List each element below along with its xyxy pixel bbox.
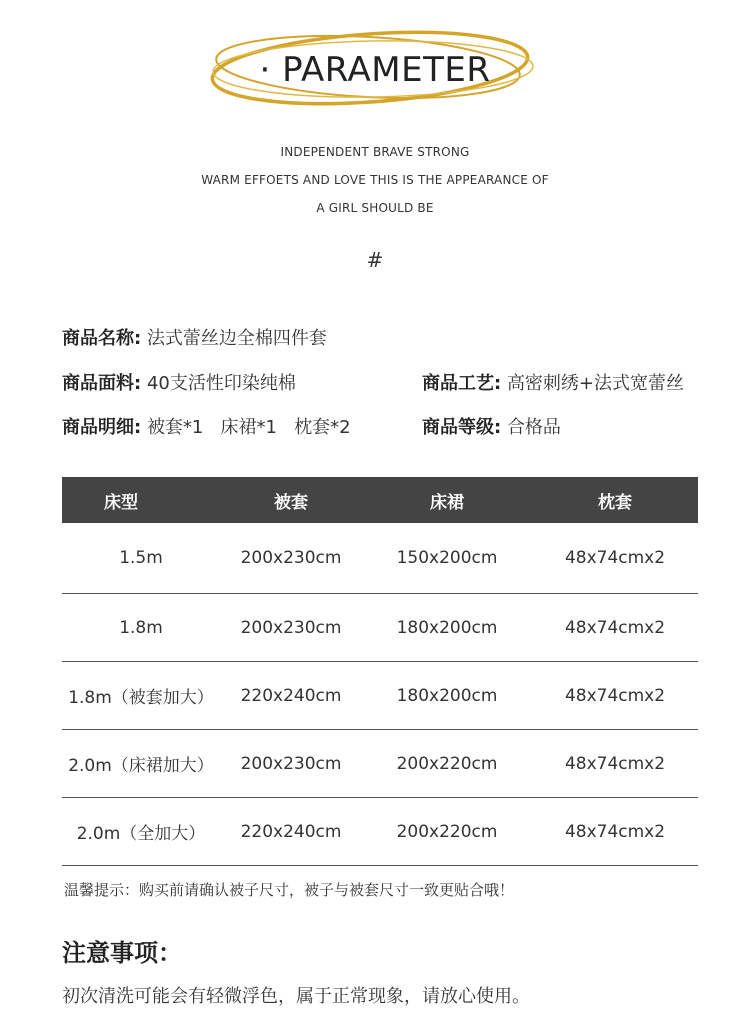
spec-detail-label: 商品明细:: [62, 417, 142, 438]
cell-pillowcase: 48x74cmx2: [564, 821, 666, 842]
cell-bed-skirt: 200x220cm: [396, 821, 498, 842]
cell-bed-type: 1.8m（被套加大）: [68, 688, 214, 708]
cell-bed-skirt: 150x200cm: [396, 548, 498, 568]
table-row: [62, 798, 698, 866]
spec-grade-label: 商品等级:: [422, 417, 502, 438]
cell-bed-type: 1.5m: [119, 548, 163, 568]
cell-duvet-cover: 200x230cm: [240, 548, 342, 568]
spec-craft: [422, 369, 684, 395]
cell-pillowcase: 48x74cmx2: [564, 753, 666, 774]
cell-duvet-cover: 200x230cm: [240, 617, 342, 638]
tagline-line-2: WARM EFFOETS AND LOVE THIS IS THE APPEARANCE OF: [201, 173, 549, 187]
spec-craft-value: 高密刺绣+法式宽蕾丝: [506, 373, 685, 394]
table-header: [62, 477, 698, 523]
header-bed-type: 床型: [104, 492, 138, 513]
spec-grade-value: 合格品: [506, 417, 561, 438]
page-title: · PARAMETER: [259, 50, 491, 90]
spec-detail: [62, 413, 351, 439]
size-tip: 温馨提示：购买前请确认被子尺寸，被子与被套尺寸一致更贴合哦！: [64, 881, 515, 899]
hash-mark: #: [366, 248, 384, 272]
cell-pillowcase: 48x74cmx2: [564, 685, 666, 706]
cell-bed-skirt: 200x220cm: [396, 753, 498, 774]
spec-grade: [422, 413, 561, 439]
cell-duvet-cover: 220x240cm: [240, 685, 342, 706]
table-row: [62, 730, 698, 798]
notice-title: 注意事项：: [62, 939, 182, 967]
parameter-header: [0, 0, 750, 120]
cell-bed-type: 2.0m（床裙加大）: [68, 756, 214, 776]
cell-bed-type: 2.0m（全加大）: [76, 824, 206, 844]
cell-pillowcase: 48x74cmx2: [564, 617, 666, 638]
cell-pillowcase: 48x74cmx2: [564, 548, 666, 568]
cell-bed-skirt: 180x200cm: [396, 617, 498, 638]
cell-bed-type: 1.8m: [119, 617, 163, 638]
spec-craft-label: 商品工艺:: [422, 373, 502, 394]
spec-fabric: [62, 369, 296, 395]
spec-detail-value: 被套*1 床裙*1 枕套*2: [146, 417, 351, 438]
header-bed-skirt: 床裙: [430, 492, 464, 513]
spec-fabric-label: 商品面料:: [62, 373, 142, 394]
cell-bed-skirt: 180x200cm: [396, 685, 498, 706]
header-duvet-cover: 被套: [274, 492, 308, 513]
cell-duvet-cover: 220x240cm: [240, 821, 342, 842]
spec-name-value: 法式蕾丝边全棉四件套: [146, 328, 327, 349]
header-pillowcase: 枕套: [598, 492, 632, 513]
table-row: [62, 594, 698, 662]
table-row: [62, 662, 698, 730]
table-row: [62, 523, 698, 594]
cell-duvet-cover: 200x230cm: [240, 753, 342, 774]
spec-fabric-value: 40支活性印染纯棉: [146, 373, 296, 394]
spec-name: [62, 324, 327, 350]
tagline-line-1: INDEPENDENT BRAVE STRONG: [280, 145, 470, 159]
size-table: [62, 477, 698, 866]
notice-text: 初次清洗可能会有轻微浮色，属于正常现象，请放心使用。: [62, 986, 530, 1007]
spec-name-label: 商品名称:: [62, 328, 142, 349]
tagline-line-3: A GIRL SHOULD BE: [316, 201, 434, 215]
